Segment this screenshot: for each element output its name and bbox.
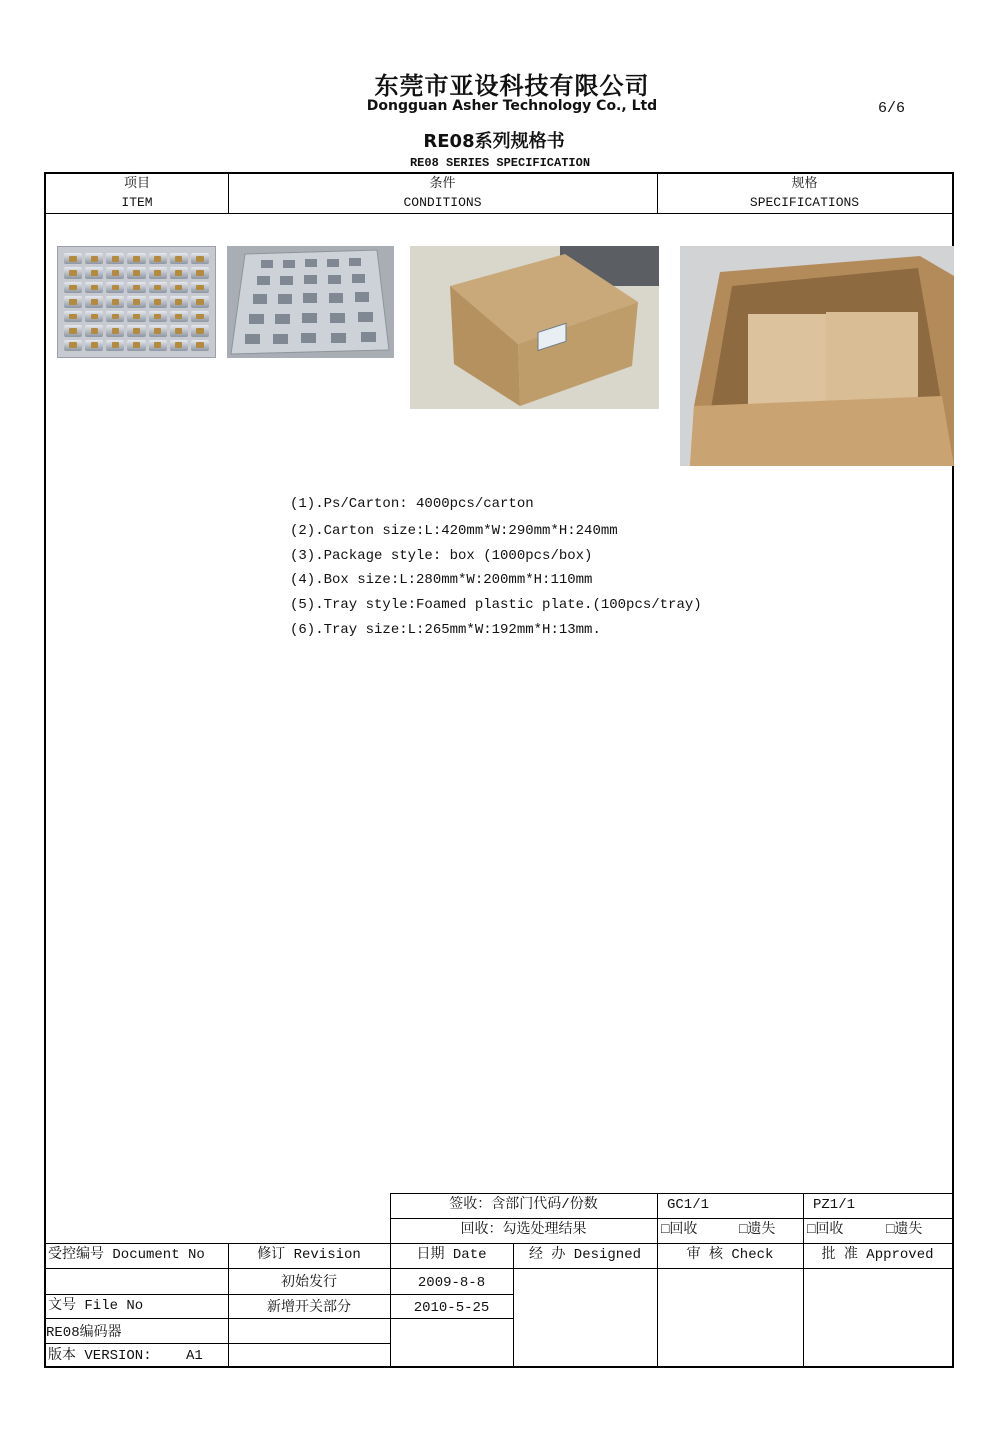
check-label: 审 核 Check (686, 1247, 774, 1263)
carton-closed-photo (410, 246, 659, 409)
tray-photo-2 (227, 246, 394, 358)
page-number: 6/6 (878, 100, 906, 117)
footer-line-row3-top (46, 1318, 513, 1319)
spec-line-1: (1).Ps/Carton: 4000pcs/carton (290, 496, 534, 512)
date-2: 2010-5-25 (413, 1300, 490, 1316)
footer-line-labels-top (46, 1243, 952, 1244)
header-conditions-en: CONDITIONS (403, 195, 482, 210)
date-label: 日期 Date (416, 1247, 487, 1263)
carton-open-photo (680, 246, 954, 466)
footer-line-sign-top (390, 1193, 952, 1194)
version-value: A1 (186, 1348, 203, 1364)
header-item-cn: 项目 (123, 176, 150, 191)
footer-col-approved-left (803, 1193, 804, 1366)
tray-photo-1 (57, 246, 216, 358)
sign-label: 签收：含部门代码/份数 (449, 1197, 598, 1213)
footer-line-recycle-top (390, 1218, 952, 1219)
designed-label: 经 办 Designed (528, 1247, 641, 1263)
header-conditions (228, 174, 657, 212)
file-no-label: 文号 File No (48, 1298, 144, 1314)
recycle-gc-lost[interactable]: □遗失 (739, 1222, 776, 1238)
header-item (46, 174, 228, 212)
approved-label: 批 准 Approved (821, 1247, 934, 1263)
footer-line-row4-top (46, 1343, 390, 1344)
document-title-cn: RE08系列规格书 (423, 131, 565, 152)
spec-line-4: (4).Box size:L:280mm*W:200mm*H:110mm (290, 572, 593, 588)
footer-line-row2-top (46, 1294, 513, 1295)
document-title-en: RE08 SERIES SPECIFICATION (409, 156, 591, 170)
header-conditions-cn: 条件 (429, 176, 456, 191)
header-specs-cn: 规格 (791, 176, 818, 191)
footer-line-row1-top (46, 1268, 952, 1269)
header-specifications (657, 174, 952, 212)
sign-pz: PZ1/1 (813, 1197, 856, 1213)
revision-1: 初始发行 (281, 1275, 337, 1291)
company-name-en: Dongguan Asher Technology Co., Ltd (366, 98, 658, 114)
file-no-value: RE08编码器 (46, 1325, 122, 1341)
header-item-en: ITEM (121, 195, 153, 210)
recycle-pz-returned[interactable]: □回收 (807, 1222, 844, 1238)
spec-line-6: (6).Tray size:L:265mm*W:192mm*H:13mm. (290, 622, 601, 638)
spec-frame (44, 172, 954, 1368)
date-1: 2009-8-8 (417, 1275, 486, 1291)
spec-line-2: (2).Carton size:L:420mm*W:290mm*H:240mm (290, 523, 618, 539)
sign-gc: GC1/1 (667, 1197, 710, 1213)
spec-line-3: (3).Package style: box (1000pcs/box) (290, 548, 593, 564)
spec-line-5: (5).Tray style:Foamed plastic plate.(100pcs/tray) (290, 597, 702, 613)
version-label: 版本 VERSION: (48, 1348, 152, 1364)
recycle-gc-returned[interactable]: □回收 (661, 1222, 698, 1238)
recycle-label: 回收：勾选处理结果 (460, 1222, 587, 1238)
recycle-pz-lost[interactable]: □遗失 (886, 1222, 923, 1238)
header-specs-en: SPECIFICATIONS (749, 195, 860, 210)
footer-col-check-left (657, 1193, 658, 1366)
company-name-cn: 东莞市亚设科技有限公司 (374, 72, 650, 100)
revision-2: 新增开关部分 (267, 1300, 351, 1316)
header-row-divider (46, 213, 952, 214)
revision-label: 修订 Revision (257, 1247, 361, 1263)
doc-no-label: 受控编号 Document No (48, 1247, 205, 1263)
